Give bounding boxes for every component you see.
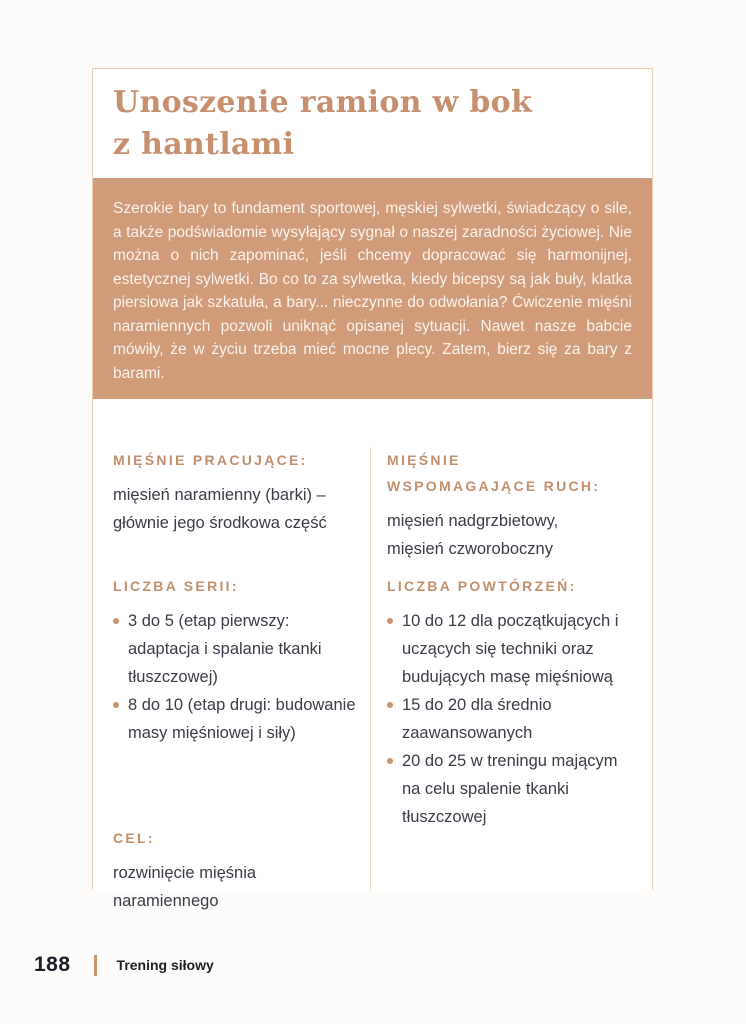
list-item — [387, 747, 652, 831]
right-column — [370, 447, 652, 890]
list-item — [113, 607, 358, 691]
section-supporting-muscles — [387, 447, 652, 573]
working-muscles-heading: MIĘŚNIE PRACUJĄCE: — [113, 452, 308, 468]
series-count-heading: LICZBA SERII: — [113, 578, 239, 594]
title-line-2: z hantlami — [113, 127, 295, 162]
chapter-label: Trening siłowy — [116, 957, 214, 973]
page-footer — [34, 953, 214, 977]
bullet-icon — [387, 702, 393, 708]
list-item-text: 8 do 10 (etap drugi: budowanie masy mięśniowej i siły) — [128, 696, 356, 742]
details-columns — [93, 399, 652, 910]
list-item-text: 20 do 25 w treningu mającym na celu spalenie tkanki tłuszczowej — [402, 752, 618, 826]
section-reps-count — [387, 573, 652, 831]
card-header — [93, 69, 652, 178]
list-item-text: 10 do 12 dla początkujących i uczących się techniki oraz budujących masę mięśniową — [402, 612, 619, 686]
intro-box — [93, 178, 652, 399]
intro-paragraph: Szerokie bary to fundament sportowej, męskiej sylwetki, świadczący o sile, a także podświadomie wysyłający sygnał o naszej zaradności życiowej. Nie można o nich zapominać, jeśli chcemy dopracować się harmonijnej, estetycznej sylwetki. Bo co to za sylwetka, kiedy bicepsy są jak buły, klatka piersiowa jak szkatuła, a bary... nieczynne do odwołania? Ćwiczenie mięśni naramiennych pozwoli uniknąć opisanej sytuacji. Nawet nasze babcie mówiły, że w życiu trzeba mieć mocne plecy. Zatem, bierz się za bary z barami. — [113, 200, 632, 382]
supporting-muscles-text: mięsień nadgrzbietowy, mięsień czworoboczny — [387, 512, 559, 558]
bullet-icon — [113, 702, 119, 708]
title-line-1: Unoszenie ramion w bok — [113, 85, 533, 120]
list-item-text: 15 do 20 dla średnio zaawansowanych — [402, 696, 552, 742]
bullet-icon — [113, 618, 119, 624]
supporting-muscles-heading-line-2: WSPOMAGAJĄCE RUCH: — [387, 478, 601, 494]
supporting-muscles-heading-line-1: MIĘŚNIE — [387, 452, 461, 468]
goal-text: rozwinięcie mięśnia naramiennego — [113, 864, 257, 910]
list-item — [387, 607, 652, 691]
reps-count-list — [387, 607, 652, 831]
supporting-muscles-heading — [387, 447, 652, 499]
exercise-card — [92, 68, 653, 910]
section-series-count — [113, 573, 358, 825]
working-muscles-text: mięsień naramienny (barki) – głównie jego środkowa część — [113, 486, 327, 532]
section-working-muscles — [113, 447, 358, 573]
list-item — [113, 691, 358, 747]
bullet-icon — [387, 758, 393, 764]
reps-count-heading: LICZBA POWTÓRZEŃ: — [387, 578, 577, 594]
list-item-text: 3 do 5 (etap pierwszy: adaptacja i spalanie tkanki tłuszczowej) — [128, 612, 322, 686]
list-item — [387, 691, 652, 747]
page-number: 188 — [34, 953, 71, 976]
bullet-icon — [387, 618, 393, 624]
footer-divider — [94, 955, 97, 976]
series-count-list — [113, 607, 358, 747]
page-title — [113, 82, 632, 166]
goal-heading: CEL: — [113, 830, 155, 846]
left-column — [113, 447, 370, 910]
section-goal — [113, 825, 358, 915]
